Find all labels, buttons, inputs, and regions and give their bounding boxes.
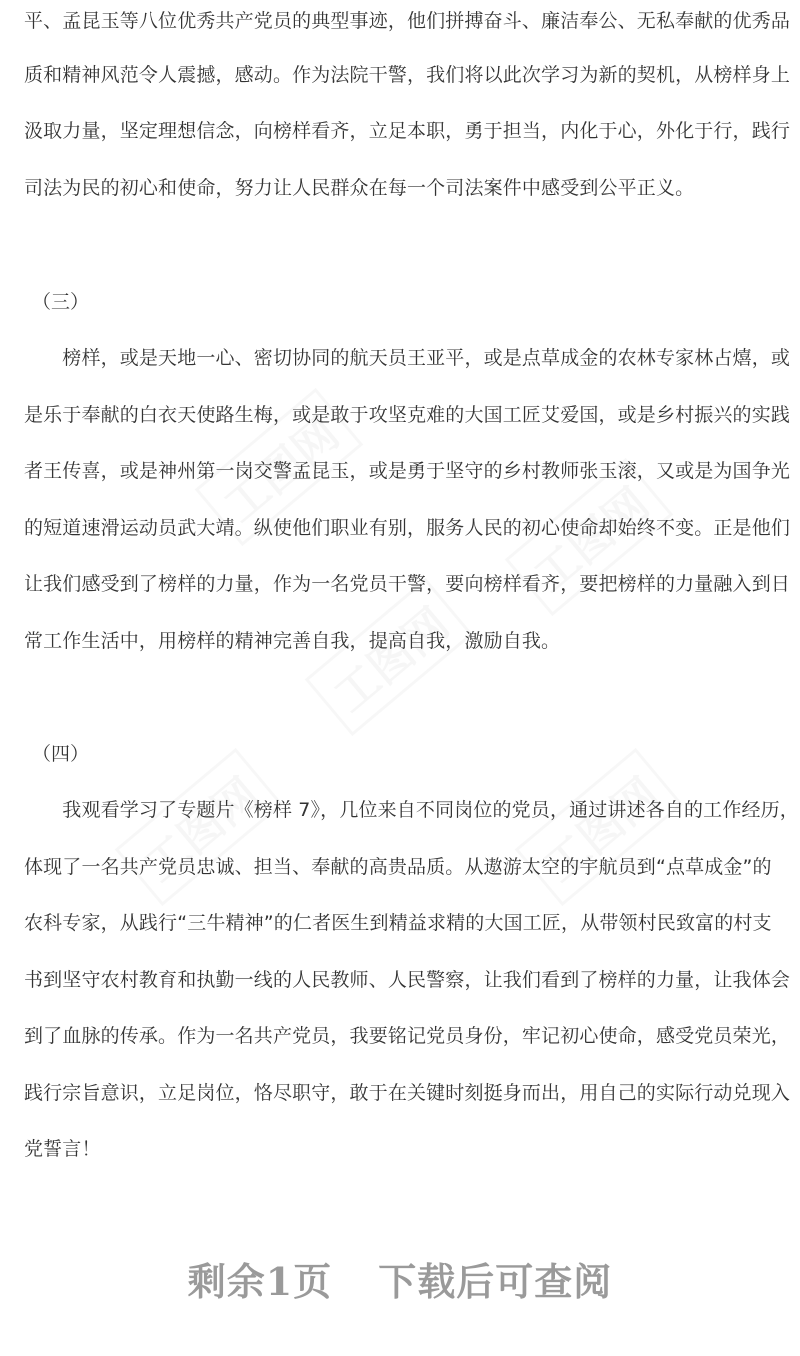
paragraph-line: 到了血脉的传承。作为一名共产党员，我要铭记党员身份，牢记初心使命，感受党员荣光，: [24, 1025, 791, 1047]
paragraph-line: 司法为民的初心和使命，努力让人民群众在每一个司法案件中感受到公平正义。: [24, 177, 695, 199]
paragraph-line: 书到坚守农村教育和执勤一线的人民教师、人民警察，让我们看到了榜样的力量，让我体会: [24, 969, 791, 991]
paragraph-line: 党誓言！: [24, 1138, 101, 1160]
section-heading: （三）: [32, 291, 90, 313]
watermark: [515, 748, 684, 906]
paragraph-line: 让我们感受到了榜样的力量，作为一名党员干警，要向榜样看齐，要把榜样的力量融入到日: [24, 573, 791, 595]
paragraph-line: 践行宗旨意识，立足岗位，恪尽职守，敢于在关键时刻挺身而出，用自己的实际行动兑现入: [24, 1082, 791, 1104]
paragraph-line: 的短道速滑运动员武大靖。纵使他们职业有别，服务人民的初心使命却始终不变。正是他们: [24, 517, 791, 539]
download-banner[interactable]: [0, 1252, 800, 1312]
watermark: [115, 748, 284, 906]
paragraph-line: 汲取力量，坚定理想信念，向榜样看齐，立足本职，勇于担当，内化于心，外化于行，践行: [24, 120, 791, 142]
section-heading: （四）: [32, 743, 90, 765]
paragraph-line: 者王传喜，或是神州第一岗交警孟昆玉，或是勇于坚守的乡村教师张玉滚，又或是为国争光: [24, 460, 791, 482]
paragraph-line: 榜样，或是天地一心、密切协同的航天员王亚平，或是点草成金的农林专家林占熺，或: [24, 347, 791, 369]
paragraph-line: 农科专家，从践行“三牛精神”的仁者医生到精益求精的大国工匠，从带领村民致富的村支: [24, 912, 772, 934]
download-prompt-label: 下载后可查阅: [378, 1259, 613, 1304]
paragraph-line: 质和精神风范令人震撼，感动。作为法院干警，我们将以此次学习为新的契机，从榜样身上: [24, 64, 791, 86]
paragraph-line: 平、孟昆玉等八位优秀共产党员的典型事迹，他们拼搏奋斗、廉洁奉公、无私奉献的优秀品: [24, 10, 791, 32]
paragraph-line: 是乐于奉献的白衣天使路生梅，或是敢于攻坚克难的大国工匠艾爱国，或是乡村振兴的实践: [24, 404, 791, 426]
watermark: [305, 578, 474, 736]
paragraph-line: 体现了一名共产党员忠诚、担当、奉献的高贵品质。从遨游太空的宇航员到“点草成金”的: [24, 856, 772, 878]
remaining-pages-label: 剩余1页: [187, 1259, 333, 1304]
paragraph-line: 常工作生活中，用榜样的精神完善自我，提高自我，激励自我。: [24, 630, 561, 652]
paragraph-line: 我观看学习了专题片《榜样 7》，几位来自不同岗位的党员，通过讲述各自的工作经历，: [24, 799, 799, 821]
